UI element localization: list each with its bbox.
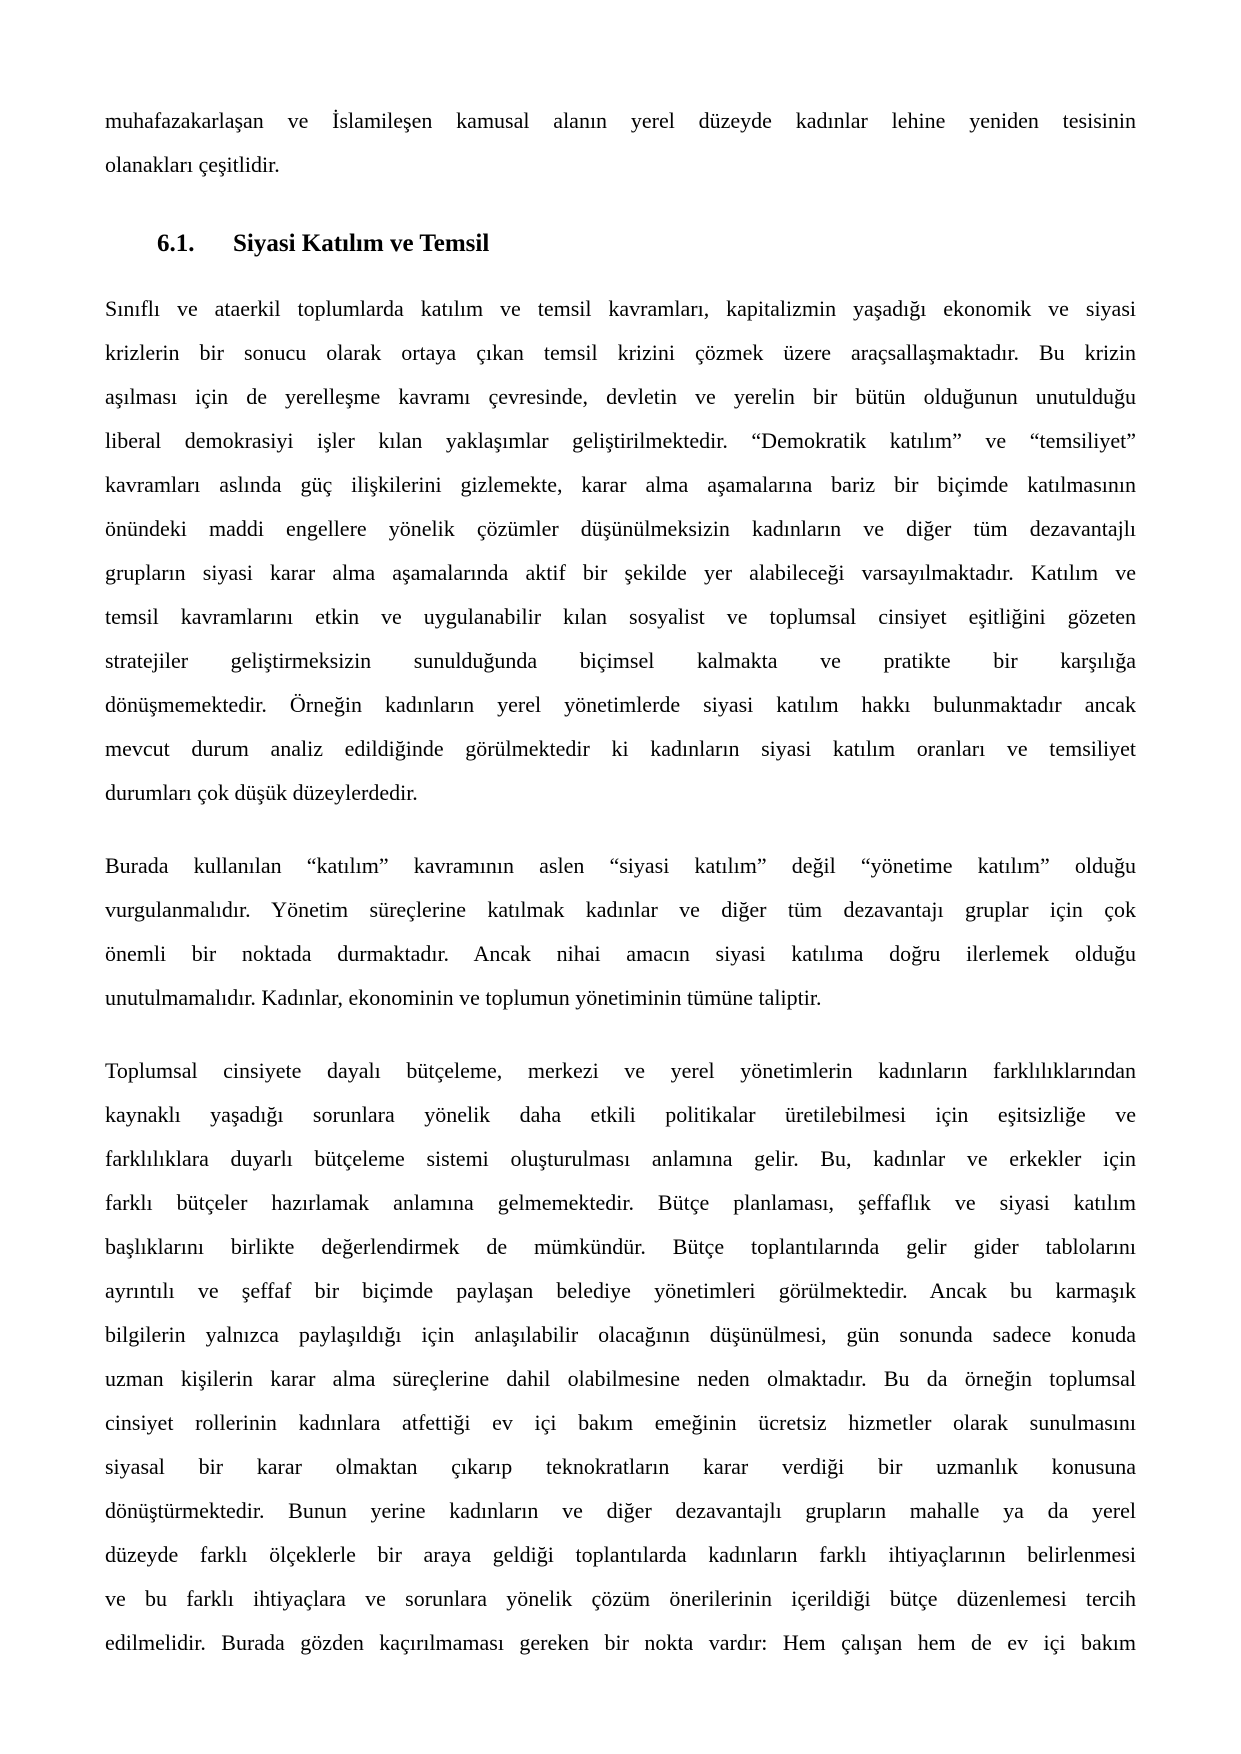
text-line: cinsiyet rollerinin kadınlara atfettiği ev içi bakım emeğinin ücretsiz hizmetler olarak sunulmasını (105, 1410, 1136, 1435)
text-line: vurgulanmalıdır. Yönetim süreçlerine katılmak kadınlar ve diğer tüm dezavantajı gruplar için çok (105, 897, 1136, 922)
text-line: bilgilerin yalnızca paylaşıldığı için anlaşılabilir olacağının düşünülmesi, gün sonunda sadece konuda (105, 1322, 1136, 1347)
text-line: stratejiler geliştirmeksizin sunulduğunda biçimsel kalmakta ve pratikte bir karşılığa (105, 648, 1136, 673)
text-line: Sınıflı ve ataerkil toplumlarda katılım ve temsil kavramları, kapitalizmin yaşadığı ekonomik ve siyasi (105, 296, 1136, 321)
text-line: düzeyde farklı ölçeklerle bir araya geldiği toplantılarda kadınların farklı ihtiyaçlarının belirlenmesi (105, 1542, 1136, 1567)
text-line: edilmelidir. Burada gözden kaçırılmaması gereken bir nokta vardır: Hem çalışan hem de ev içi bakım (105, 1630, 1136, 1655)
text-line: aşılması için de yerelleşme kavramı çevresinde, devletin ve yerelin bir bütün olduğunun unutulduğu (105, 384, 1136, 409)
text-line: grupların siyasi karar alma aşamalarında aktif bir şekilde yer alabileceği varsayılmaktadır. Katılım ve (105, 560, 1136, 585)
text-line: durumları çok düşük düzeylerdedir. (105, 780, 418, 805)
text-line: ayrıntılı ve şeffaf bir biçimde paylaşan belediye yönetimleri görülmektedir. Ancak bu karmaşık (105, 1278, 1136, 1303)
text-line: dönüştürmektedir. Bunun yerine kadınların ve diğer dezavantajlı grupların mahalle ya da yerel (105, 1498, 1136, 1523)
text-line: liberal demokrasiyi işler kılan yaklaşımlar geliştirilmektedir. “Demokratik katılım” ve “temsiliyet” (105, 428, 1136, 453)
text-line: uzman kişilerin karar alma süreçlerine dahil olabilmesine neden olmaktadır. Bu da örneğin toplumsal (105, 1366, 1136, 1391)
text-line: muhafazakarlaşan ve İslamileşen kamusal alanın yerel düzeyde kadınlar lehine yeniden tesisinin (105, 108, 1136, 133)
text-line: Burada kullanılan “katılım” kavramının aslen “siyasi katılım” değil “yönetime katılım” olduğu (105, 853, 1136, 878)
text-line: krizlerin bir sonucu olarak ortaya çıkan temsil krizini çözmek üzere araçsallaşmaktadır. Bu krizin (105, 340, 1136, 365)
paragraph-gender-budgeting (105, 1049, 1136, 1665)
text-line: başlıklarını birlikte değerlendirmek de mümkündür. Bütçe toplantılarında gelir gider tablolarını (105, 1234, 1136, 1259)
text-line: dönüşmemektedir. Örneğin kadınların yerel yönetimlerde siyasi katılım hakkı bulunmaktadır ancak (105, 692, 1136, 717)
text-line: kavramları aslında güç ilişkilerini gizlemekte, karar alma aşamalarına bariz bir biçimde katılmasının (105, 472, 1136, 497)
text-line: mevcut durum analiz edildiğinde görülmektedir ki kadınların siyasi katılım oranları ve temsiliyet (105, 736, 1136, 761)
text-line: farklılıklara duyarlı bütçeleme sistemi oluşturulması anlamına gelir. Bu, kadınlar ve erkekler için (105, 1146, 1136, 1171)
section-number: 6.1. (157, 230, 195, 257)
page-body (105, 99, 1136, 1665)
text-line: önündeki maddi engellere yönelik çözümler düşünülmeksizin kadınların ve diğer tüm dezavantajlı (105, 516, 1136, 541)
text-line: kaynaklı yaşadığı sorunlara yönelik daha etkili politikalar üretilebilmesi için eşitsizliğe ve (105, 1102, 1136, 1127)
text-line: Toplumsal cinsiyete dayalı bütçeleme, merkezi ve yerel yönetimlerin kadınların farklılıklarından (105, 1058, 1136, 1083)
text-line: farklı bütçeler hazırlamak anlamına gelmemektedir. Bütçe planlaması, şeffaflık ve siyasi katılım (105, 1190, 1136, 1215)
section-heading (105, 223, 1136, 265)
intro-continuation-paragraph (105, 99, 1136, 187)
text-line: ve bu farklı ihtiyaçlara ve sorunlara yönelik çözüm önerilerinin içerildiği bütçe düzenlemesi tercih (105, 1586, 1136, 1611)
paragraph-governance-participation (105, 844, 1136, 1020)
text-line: unutulmamalıdır. Kadınlar, ekonominin ve toplumun yönetiminin tümüne taliptir. (105, 985, 822, 1010)
paragraph-participation-representation (105, 287, 1136, 815)
text-line: önemli bir noktada durmaktadır. Ancak nihai amacın siyasi katılıma doğru ilerlemek olduğu (105, 941, 1136, 966)
text-line: temsil kavramlarını etkin ve uygulanabilir kılan sosyalist ve toplumsal cinsiyet eşitliğini gözeten (105, 604, 1136, 629)
section-title: Siyasi Katılım ve Temsil (233, 230, 490, 257)
text-line: olanakları çeşitlidir. (105, 152, 280, 177)
text-line: siyasal bir karar olmaktan çıkarıp teknokratların karar verdiği bir uzmanlık konusuna (105, 1454, 1136, 1479)
